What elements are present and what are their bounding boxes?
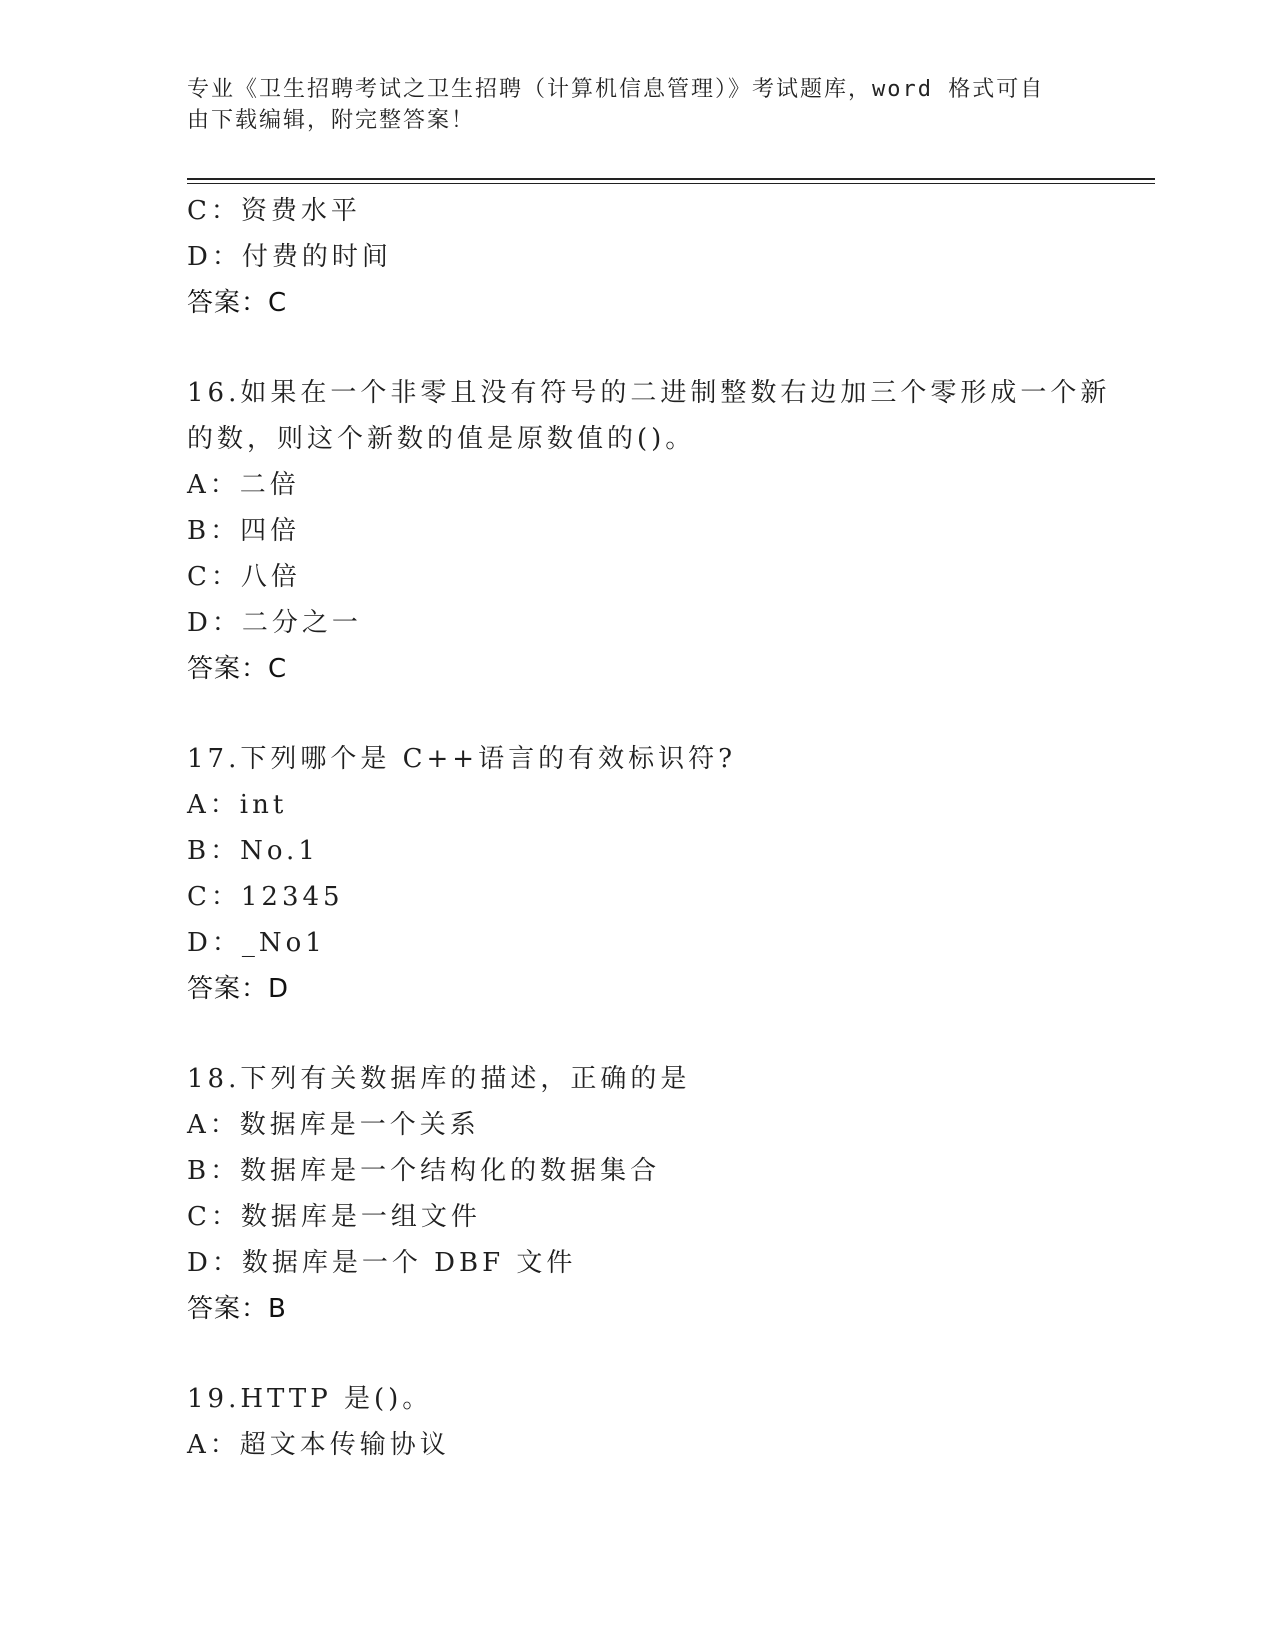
document-header <box>187 74 1067 136</box>
question-stem: 16.如果在一个非零且没有符号的二进制整数右边加三个零形成一个新 <box>187 378 1111 408</box>
question-stem-continued: 的数，则这个新数的值是原数值的()。 <box>187 424 696 454</box>
header-line-1: 专业《卫生招聘考试之卫生招聘（计算机信息管理）》考试题库，word 格式可自 <box>187 77 1045 102</box>
option-d: D：数据库是一个 DBF 文件 <box>187 1248 577 1278</box>
header-divider-thin <box>187 183 1155 184</box>
option-b: B：No.1 <box>187 836 319 866</box>
option-a: A：超文本传输协议 <box>187 1430 450 1460</box>
question-15 <box>187 188 1087 326</box>
question-stem: 17.下列哪个是 C++语言的有效标识符? <box>187 744 737 774</box>
option-d: D：二分之一 <box>187 608 362 638</box>
question-stem: 19.HTTP 是()。 <box>187 1384 433 1414</box>
header-line-2: 由下载编辑，附完整答案！ <box>187 108 476 133</box>
question-18 <box>187 1056 1087 1332</box>
option-a: A：数据库是一个关系 <box>187 1110 480 1140</box>
answer: 答案：D <box>187 974 290 1004</box>
answer: 答案：C <box>187 654 288 684</box>
question-16 <box>187 370 1111 692</box>
option-c: C：12345 <box>187 882 344 912</box>
answer: 答案：C <box>187 288 288 318</box>
option-c: C：八倍 <box>187 562 301 592</box>
question-stem: 18.下列有关数据库的描述，正确的是 <box>187 1064 691 1094</box>
option-a: A：int <box>187 790 288 820</box>
option-b: B：数据库是一个结构化的数据集合 <box>187 1156 661 1186</box>
spacer <box>187 692 1087 736</box>
option-c: C：资费水平 <box>187 196 361 226</box>
option-d: D：_No1 <box>187 928 326 958</box>
header-divider-thick <box>187 178 1155 180</box>
spacer <box>187 1332 1087 1376</box>
spacer <box>187 1012 1087 1056</box>
answer: 答案：B <box>187 1294 287 1324</box>
question-list <box>187 188 1111 1468</box>
option-b: B：四倍 <box>187 516 301 546</box>
option-c: C：数据库是一组文件 <box>187 1202 481 1232</box>
spacer <box>187 326 1087 370</box>
option-d: D：付费的时间 <box>187 242 392 272</box>
question-19 <box>187 1376 1087 1468</box>
option-a: A：二倍 <box>187 470 300 500</box>
question-17 <box>187 736 1087 1012</box>
